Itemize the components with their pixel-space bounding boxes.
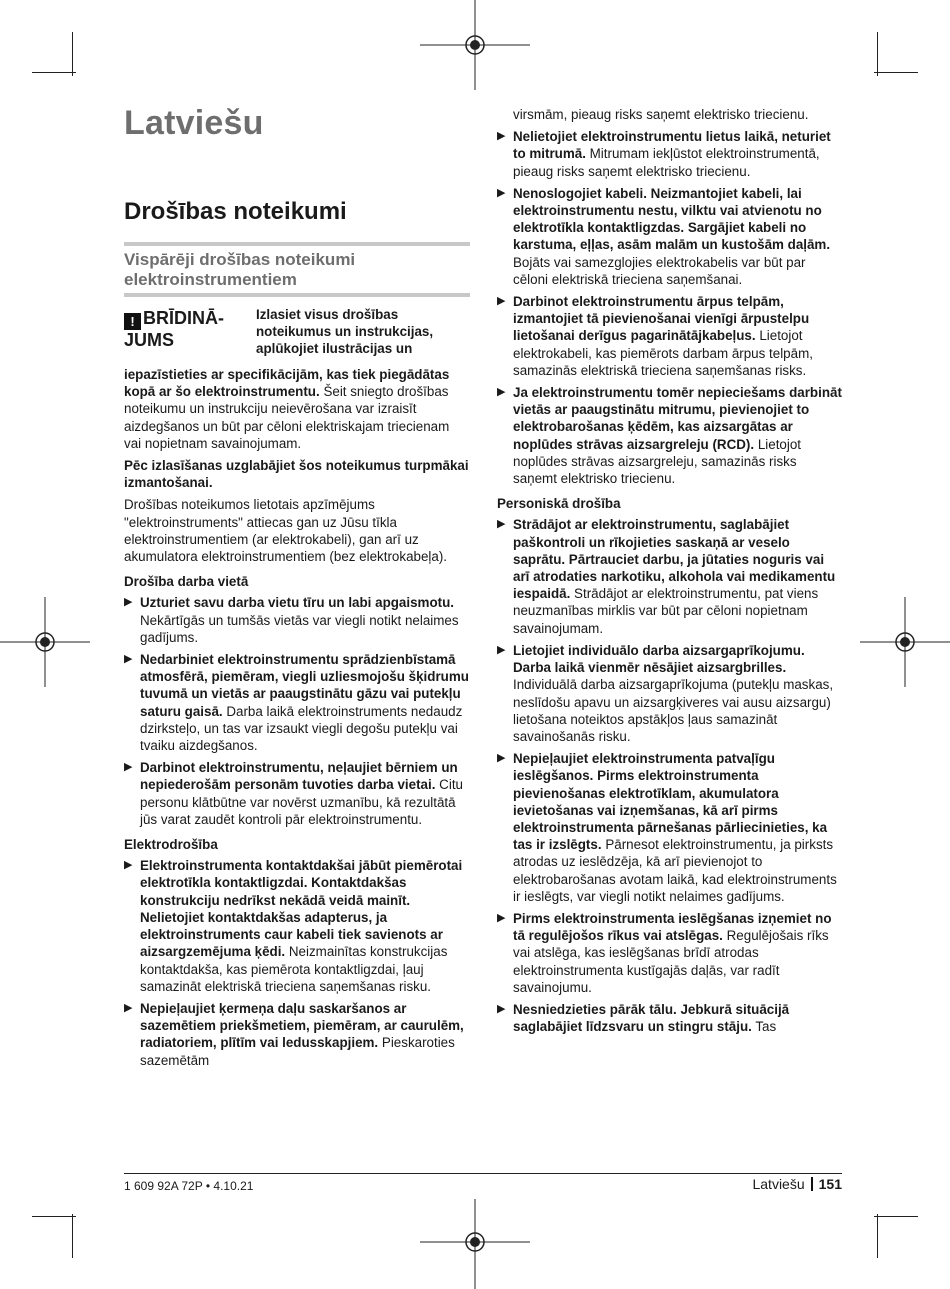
footer-rule [124, 1173, 842, 1174]
footer-code: 1 609 92A 72P • 4.10.21 [124, 1179, 254, 1193]
crop-mark [32, 72, 76, 73]
subsection-title: Vispārēji drošības noteikumi elektroinstrumentiem [124, 250, 356, 289]
bullet-triangle-icon: ▶ [124, 1001, 133, 1014]
list-item: ▶ Nepieļaujiet ķermeņa daļu saskaršanos ar sazemētiem priekšmetiem, piemēram, ar caurulēm, radiatoriem, plītīm vai ledusskapjiem. Pieskaroties sazemētām [124, 1000, 464, 1068]
warning-text [124, 366, 470, 452]
list-item: ▶ Nesniedzieties pārāk tālu. Jebkurā situācijā saglabājiet līdzsvaru un stingru stāju. Tas [497, 1001, 790, 1035]
left-column [124, 306, 470, 1074]
bullet-triangle-icon: ▶ [497, 130, 506, 143]
warning-lead: Izlasiet visus drošības noteikumus un instrukcijas, aplūkojiet ilustrācijas un [256, 307, 434, 357]
crop-mark [32, 1216, 76, 1217]
right-column [497, 106, 843, 1040]
registration-mark-icon [0, 597, 90, 687]
list-item: ▶ Darbinot elektroinstrumentu ārpus telpām, izmantojiet tā pievienošanai vienīgi ārpustelpu lietošanai derīgus pagarinātājkabeļus. Lietojot elektrokabeli, kas piemērots darbam ārpus telpām, samazinās elektriskā trieciena saņemšanas risks. [497, 294, 813, 378]
warning-label-line1: BRĪDINĀ- [143, 308, 224, 328]
warning-cont-bold: iepazīstieties ar specifikācijām, kas tiek piegādātas kopā ar šo elektroinstrumentu. [124, 367, 450, 400]
bullet-triangle-icon: ▶ [497, 911, 506, 924]
personal-heading: Personiskā drošība [497, 496, 621, 512]
crop-mark [874, 1216, 918, 1217]
bullet-triangle-icon: ▶ [497, 386, 506, 399]
keep-instructions: Pēc izlasīšanas uzglabājiet šos noteikumus turpmākai izmantošanai. [124, 458, 469, 491]
warning-label-line2: JUMS [124, 330, 175, 350]
bullet-triangle-icon: ▶ [497, 295, 506, 308]
list-item: ▶ Darbinot elektroinstrumentu, neļaujiet bērniem un nepiederošām personām tuvoties darba vietai. Citu personu klātbūtne var novērst uzmanību, kā rezultātā jūs varat zaudēt kontroli pār elektroinstrumentu. [124, 760, 463, 827]
work-area-heading: Drošība darba vietā [124, 574, 249, 590]
registration-mark-icon [420, 0, 530, 90]
list-item: ▶ Nelietojiet elektroinstrumentu lietus laikā, neturiet to mitrumā. Mitrumam iekļūstot elektroinstrumentā, pieaug risks saņemt elektrisko triecienu. [497, 129, 831, 179]
section-title: Drošības noteikumi [124, 198, 347, 225]
list-item: ▶ Nepieļaujiet elektroinstrumenta patvaļīgu ieslēgšanos. Pirms elektroinstrumenta pievienošanas elektrotīklam, akumulatora ievietošanas vai izņemšanas, kā arī pirms elektroinstrumenta pārnešanas pārliecinieties, ka tas ir izslēgts. Pārnesot elektroinstrumentu, ja pirksts atrodas uz ieslēdzēja, kā arī pievienojot to elektrobarošanas avotam laikā, kad elektroinstruments ir ieslēgts, var viegli notikt nelaimes gadījums. [497, 751, 837, 904]
bullet-triangle-icon: ▶ [497, 518, 506, 531]
list-item: ▶ Pirms elektroinstrumenta ieslēgšanas izņemiet no tā regulējošos rīkus vai atslēgas. Regulējošais rīks vai atslēga, kas ieslēgšanas brīdī atrodas elektroinstrumenta kustīgajās daļās, var radīt savainojumu. [497, 910, 832, 995]
registration-mark-icon [860, 597, 950, 687]
list-item: ▶ Elektroinstrumenta kontaktdakšai jābūt piemērotai elektrotīkla kontaktligzdai. Kontaktdakšas konstrukciju nedrīkst nekādā veidā mainīt. Nelietojiet kontaktdakšas adapterus, ja elektroinstruments caur kabeli tiek savienots ar aizsargzemējuma ķēdi. Neizmainītas konstrukcijas kontaktdakša, kas piemērota kontaktligzdai, ļauj samazināt elektriskā trieciena saņemšanas risku. [124, 858, 463, 994]
footer-page-info [752, 1176, 842, 1192]
bullet-triangle-icon: ▶ [124, 653, 133, 666]
footer-language: Latviešu [752, 1176, 805, 1192]
crop-mark [72, 32, 73, 76]
continued-text: virsmām, pieaug risks saņemt elektrisko triecienu. [513, 107, 809, 122]
list-item: ▶ Strādājot ar elektroinstrumentu, saglabājiet paškontroli un rīkojieties saskaņā ar veselo saprātu. Pārtrauciet darbu, ja jūtaties noguris vai arī atrodaties narkotiku, alkohola vai medikamentu iespaidā. Strādājot ar elektroinstrumentu, pat viens neuzmanības mirklis var būt par cēloni nopietnam savainojumam. [497, 517, 836, 636]
subsection-rule-bottom [124, 293, 470, 297]
warning-block [124, 306, 470, 366]
list-item: ▶ Nedarbiniet elektroinstrumentu sprādzienbīstamā atmosfērā, piemēram, viegli uzliesmojošu šķidrumu tuvumā un vietās ar paaugstinātu gāzu vai putekļu saturu gaisā. Darba laikā elektroinstruments nedaudz dzirksteļo, un tas var izsaukt viegli degošu putekļu vai tvaiku aizdegšanos. [124, 652, 469, 754]
bullet-triangle-icon: ▶ [124, 761, 133, 774]
crop-mark [877, 1214, 878, 1258]
bullet-triangle-icon: ▶ [497, 1002, 506, 1015]
electrical-heading: Elektrodrošība [124, 837, 218, 853]
page-heading: Latviešu [124, 104, 264, 142]
list-item: ▶ Ja elektroinstrumentu tomēr nepieciešams darbināt vietās ar paaugstinātu mitrumu, pievienojiet to elektrobarošanas ķēdēm, kas aizsargātas ar noplūdes strāvas aizsargreleju (RCD). Lietojot noplūdes strāvas aizsargreleju, samazinās risks saņemt elektrisko triecienu. [497, 385, 842, 487]
footer-separator [811, 1177, 813, 1191]
crop-mark [874, 72, 918, 73]
warning-cont: Šeit sniegto drošības noteikumu un instrukciju neievērošana var izraisīt aizdegšanos un būt par cēloni elektriskajam triecienam vai nopietnam savainojumam. [124, 384, 450, 451]
warning-label [124, 308, 252, 351]
list-item: ▶ Lietojiet individuālo darba aizsargaprīkojumu. Darba laikā vienmēr nēsājiet aizsargbrilles. Individuālā darba aizsargaprīkojuma (putekļu maskas, neslīdošu apavu un aizsargķiveres vai ausu aizsargu) lietošana noteiktos apstākļos ļaus samazināt savainošanās risku. [497, 642, 834, 744]
bullet-triangle-icon: ▶ [497, 643, 506, 656]
bullet-triangle-icon: ▶ [497, 752, 506, 765]
crop-mark [72, 1214, 73, 1258]
warning-triangle-icon: ! [124, 313, 141, 330]
crop-mark [877, 32, 878, 76]
bullet-triangle-icon: ▶ [497, 186, 506, 199]
list-item: ▶ Nenoslogojiet kabeli. Neizmantojiet kabeli, lai elektroinstrumentu nestu, vilktu vai atvienotu no elektrotīkla kontaktligzdas. Sargājiet kabeli no karstuma, eļļas, asām malām un kustošām daļām. Bojāts vai samezglojies elektrokabelis var būt par cēloni elektriskā trieciena saņemšanai. [497, 185, 831, 287]
page-number: 151 [818, 1176, 842, 1192]
term-definition: Drošības noteikumos lietotais apzīmējums "elektroinstruments" attiecas gan uz Jūsu tīkla elektroinstrumentiem (ar elektrokabeli), gan arī uz akumulatora elektroinstrumentiem (bez elektrokabeļa). [124, 497, 448, 565]
registration-mark-icon [420, 1199, 530, 1289]
bullet-triangle-icon: ▶ [124, 596, 133, 609]
bullet-triangle-icon: ▶ [124, 859, 133, 872]
subsection-rule-top [124, 242, 470, 246]
list-item: ▶ Uzturiet savu darba vietu tīru un labi apgaismotu. Nekārtīgās un tumšās vietās var viegli notikt nelaimes gadījums. [124, 595, 459, 645]
